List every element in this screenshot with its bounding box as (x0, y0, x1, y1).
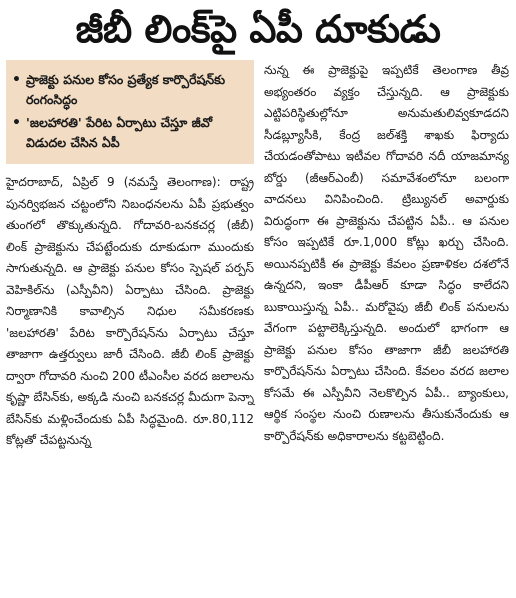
bullet-icon: • (12, 115, 21, 131)
headline: జీబీ లింక్‌పై ఏపీ దూకుడు (75, 7, 441, 51)
article-columns (6, 60, 510, 452)
right-column (264, 60, 509, 452)
highlight-item (12, 113, 248, 153)
bullet-icon: • (12, 72, 21, 88)
highlight-item (12, 70, 248, 110)
article-body-left: హైదరాబాద్, ఏప్రిల్ 9 (నమస్తే తెలంగాణ): రాష్ట్ర పునర్విభజన చట్టంలోని నిబంధనలను ఏపీ ప్రభుత్వం తుంగలో తొక్కుతున్నది. గోదావరి-బనకచర్ల (జీబీ) లింక్ ప్రాజెక్టును చేపట్టేందుకు దూకుడుగా ముందుకు సాగుతున్నది. ఆ ప్రాజెక్టు పనుల కోసం స్పెషల్ పర్పస్ వెహికిల్‌ను (ఎస్పీవీని) ఏర్పాటు చేసింది. ప్రాజెక్టు నిర్మాణానికి కావాల్సిన నిధుల సమీకరణకు 'జలహారతి' పేరిట కార్పొరేషన్‌ను ఏర్పాటు చేస్తూ తాజాగా ఉత్తర్వులు జారీ చేసింది. జీబీ లింక్ ప్రాజెక్టు ద్వారా గోదావరి నుంచి 200 టీఎంసీల వరద జలాలను కృష్ణా బేసిన్‌కు, అక్కడి నుంచి బనకచర్ల మీదుగా పెన్నా బేసిన్‌కు మళ్లించేందుకు ఏపీ సిద్ధమైంది. రూ.80,112 కోట్లతో చేపట్టనున్న (6, 175, 254, 447)
highlights-box (6, 60, 254, 164)
article-body-right: నున్న ఈ ప్రాజెక్టుపై ఇప్పటికే తెలంగాణ తీవ్ర అభ్యంతరం వ్యక్తం చేస్తున్నది. ఆ ప్రాజెక్టుకు ఎట్టిపరిస్థితుల్లోనూ అనుమతులివ్వకూడదని సీడబ్ల్యూసీకి, కేంద్ర జల్‌శక్తి శాఖకు ఫిర్యాదు చేయడంతోపాటు ఇటీవల గోదావరి నదీ యాజమాన్య బోర్డు (జీఆర్‌ఎంబీ) సమావేశంలోనూ బలంగా వాదనలు వినిపించింది. ట్రిబ్యునల్ అవార్డుకు విరుద్ధంగా ఈ ప్రాజెక్టును చేపట్టిన ఏపీ.. ఆ పనుల కోసం ఇప్పటికే రూ.1,000 కోట్లు ఖర్చు చేసింది. అయినప్పటికీ ఈ ప్రాజెక్టు కేవలం ప్రణాళికల దశలోనే ఉన్నదని, ఇంకా డీపీఆర్ కూడా సిద్ధం కాలేదని బుకాయిస్తున్న ఏపీ.. మరోవైపు జీబీ లింక్ పనులను వేగంగా పట్టాలెక్కిస్తున్నది. అందులో భాగంగా ఆ ప్రాజెక్టు పనుల కోసం తాజాగా జీబీ జలహారతి కార్పొరేషన్‌ను ఏర్పాటు చేసింది. కేవలం వరద జలాల కోసమే ఈ ఎస్పీవీని నెలకొల్పిన ఏపీ.. బ్యాంకులు, ఆర్థిక సంస్థల నుంచి రుణాలను తీసుకునేందుకు ఆ కార్పొరేషన్‌కు అధికారాలను కట్టబెట్టింది. (264, 63, 509, 443)
left-column (6, 60, 254, 452)
highlight-text: 'జలహారతి' పేరిట ఏర్పాటు చేస్తూ జీవో విడుదల చేసిన ఏపీ (26, 115, 213, 150)
highlight-text: ప్రాజెక్టు పనుల కోసం ప్రత్యేక కార్పొరేషన్‌కు రంగంసిద్ధం (26, 72, 226, 107)
